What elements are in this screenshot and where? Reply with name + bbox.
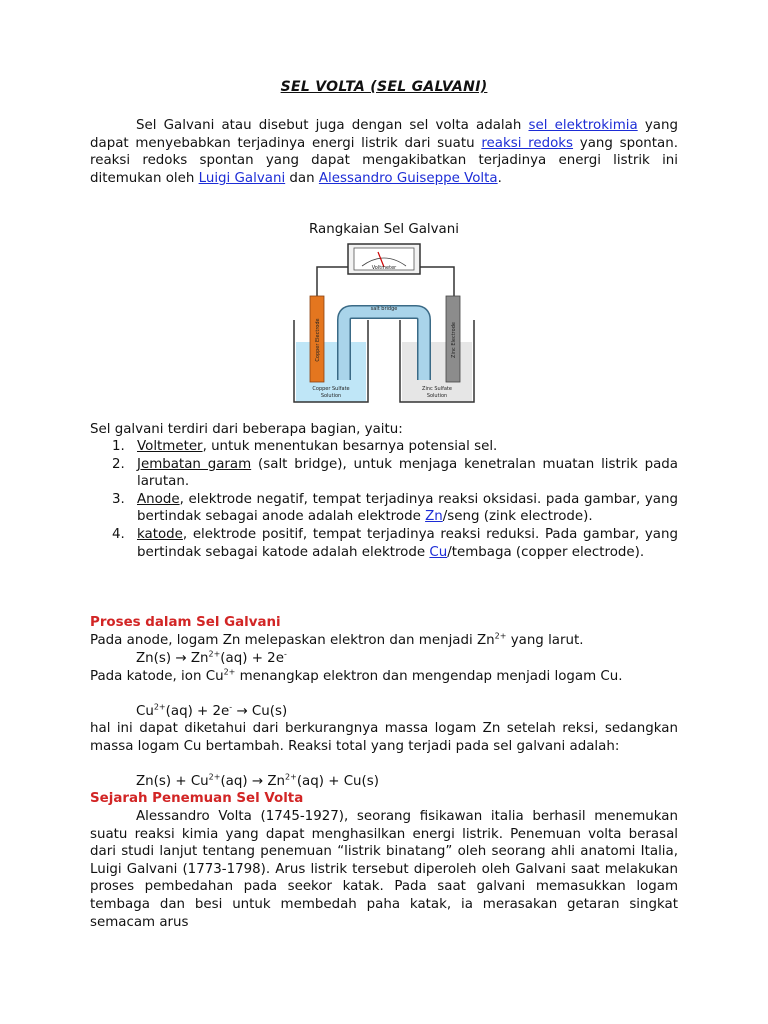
superscript: 2+	[153, 702, 166, 712]
link-sel-elektrokimia[interactable]: sel elektrokimia	[528, 118, 638, 133]
link-reaksi-redoks[interactable]: reaksi redoks	[481, 135, 574, 151]
equation-text: Zn(s) + Cu	[136, 774, 209, 789]
list-text: , elektrode negatif, tempat terjadinya reaksi oksidasi. pada gambar, yang bertindak sebagai anode adalah elektrode	[137, 491, 678, 525]
superscript: -	[229, 702, 233, 712]
parts-list	[90, 438, 678, 561]
cathode-paragraph	[90, 668, 678, 686]
list-text: , untuk menentukan besarnya potensial sel.	[202, 439, 498, 454]
equation-text: → Cu(s)	[232, 704, 288, 719]
equation-text: (aq) + 2e	[220, 651, 284, 666]
intro-text: yang spontan. reaksi redoks spontan yang dapat mengakibatkan terjadinya energi listrik ini ditemukan oleh	[90, 135, 678, 186]
list-item	[90, 526, 678, 561]
history-paragraph: Alessandro Volta (1745-1927), seorang fisikawan italia berhasil menemukan suatu reaksi kimia yang dapat menghasilkan energi listrik. Penemuan volta berasal dari studi lanjut tentang penemuan “listrik binatang” oleh seorang ahli anatomi Italia, Luigi Galvani (1773-1798). Arus listrik tersebut diperoleh oleh Galvani saat melakukan proses pembedahan pada seekor katak. Pada saat galvani memasukkan logam tembaga dan besi untuk membedah paha katak, ia merasakan getaran singkat semacam arus	[90, 809, 678, 930]
list-text: /seng (zink electrode).	[442, 509, 593, 525]
list-number: 2.	[112, 456, 125, 472]
anode-text: Pada anode, logam Zn melepaskan elektron dan menjadi Zn	[90, 633, 495, 648]
section-heading-proses: Proses dalam Sel Galvani	[90, 615, 281, 630]
list-item	[90, 456, 678, 491]
list-text: (salt bridge), untuk menjaga kenetralan muatan listrik pada larutan.	[137, 456, 678, 490]
cathode-text: menangkap elektron dan mengendap menjadi logam Cu.	[235, 669, 623, 684]
intro-text: yang dapat menyebabkan terjadinya energi listrik dari suatu	[90, 118, 678, 151]
list-item	[90, 491, 678, 526]
document-title: SEL VOLTA (SEL GALVANI)	[280, 79, 488, 95]
copper-electrode	[310, 296, 324, 382]
list-text: , elektrode positif, tempat terjadinya reaksi reduksi. Pada gambar, yang bertindak sebagai katode adalah elektrode	[137, 526, 678, 560]
intro-text: dan	[285, 170, 319, 186]
equation-text: (aq) + 2e	[165, 704, 230, 719]
left-solution-label: Copper Sulfate	[312, 386, 350, 392]
figure-title: Rangkaian Sel Galvani	[309, 222, 459, 237]
term-katode: katode	[137, 526, 183, 542]
superscript: 2+	[208, 772, 221, 782]
intro-paragraph	[90, 117, 678, 187]
copper-electrode-label: Copper Electrode	[315, 318, 321, 362]
superscript: 2+	[208, 649, 221, 659]
zinc-electrode-label: Zinc Electrode	[451, 322, 457, 358]
equation-total	[136, 773, 379, 791]
voltmeter-icon	[348, 244, 420, 274]
list-item	[90, 438, 678, 456]
equation-text: Zn(s) → Zn	[136, 651, 209, 666]
voltmeter-label: Voltmeter	[371, 265, 397, 271]
equation-text: (aq) + Cu(s)	[296, 774, 379, 789]
list-number: 3.	[112, 491, 125, 507]
anode-paragraph	[90, 632, 678, 650]
galvanic-cell-diagram	[284, 240, 484, 406]
link-luigi-galvani[interactable]: Luigi Galvani	[198, 170, 286, 186]
anode-text: yang larut.	[506, 633, 584, 648]
right-solution-label: Solution	[426, 393, 448, 399]
list-number: 1.	[112, 439, 125, 454]
result-paragraph: hal ini dapat diketahui dari berkurangnya massa logam Zn setelah reksi, sedangkan massa logam Cu bertambah. Reaksi total yang terjadi pada sel galvani adalah:	[90, 721, 678, 754]
left-solution-label: Solution	[320, 393, 342, 399]
equation-text: Cu	[136, 704, 154, 719]
zinc-electrode	[446, 296, 460, 382]
term-anode: Anode	[137, 491, 180, 507]
list-number: 4.	[112, 526, 125, 542]
equation-text: (aq) → Zn	[220, 774, 286, 789]
cathode-text: Pada katode, ion Cu	[90, 669, 224, 684]
section-heading-sejarah: Sejarah Penemuan Sel Volta	[90, 791, 304, 806]
link-alessandro-volta[interactable]: Alessandro Guiseppe Volta	[318, 170, 498, 186]
intro-text: .	[497, 170, 502, 186]
parts-intro: Sel galvani terdiri dari beberapa bagian, yaitu:	[90, 422, 403, 437]
superscript: 2+	[285, 772, 297, 782]
superscript: -	[283, 649, 287, 659]
link-zn[interactable]: Zn	[425, 509, 443, 525]
right-beaker	[400, 320, 474, 402]
list-text: /tembaga (copper electrode).	[447, 544, 645, 560]
equation-cathode	[136, 703, 287, 721]
superscript: 2+	[494, 631, 507, 641]
equation-anode	[136, 650, 287, 668]
link-cu[interactable]: Cu	[429, 544, 448, 560]
right-solution-label: Zinc Sulfate	[422, 386, 452, 392]
left-beaker	[294, 320, 368, 402]
term-voltmeter: Voltmeter	[137, 439, 203, 454]
intro-text: Sel Galvani atau disebut juga dengan sel volta adalah	[136, 118, 529, 133]
term-jembatan-garam: Jembatan garam	[137, 456, 252, 472]
salt-bridge-label: salt bridge	[370, 306, 398, 312]
superscript: 2+	[223, 667, 236, 677]
